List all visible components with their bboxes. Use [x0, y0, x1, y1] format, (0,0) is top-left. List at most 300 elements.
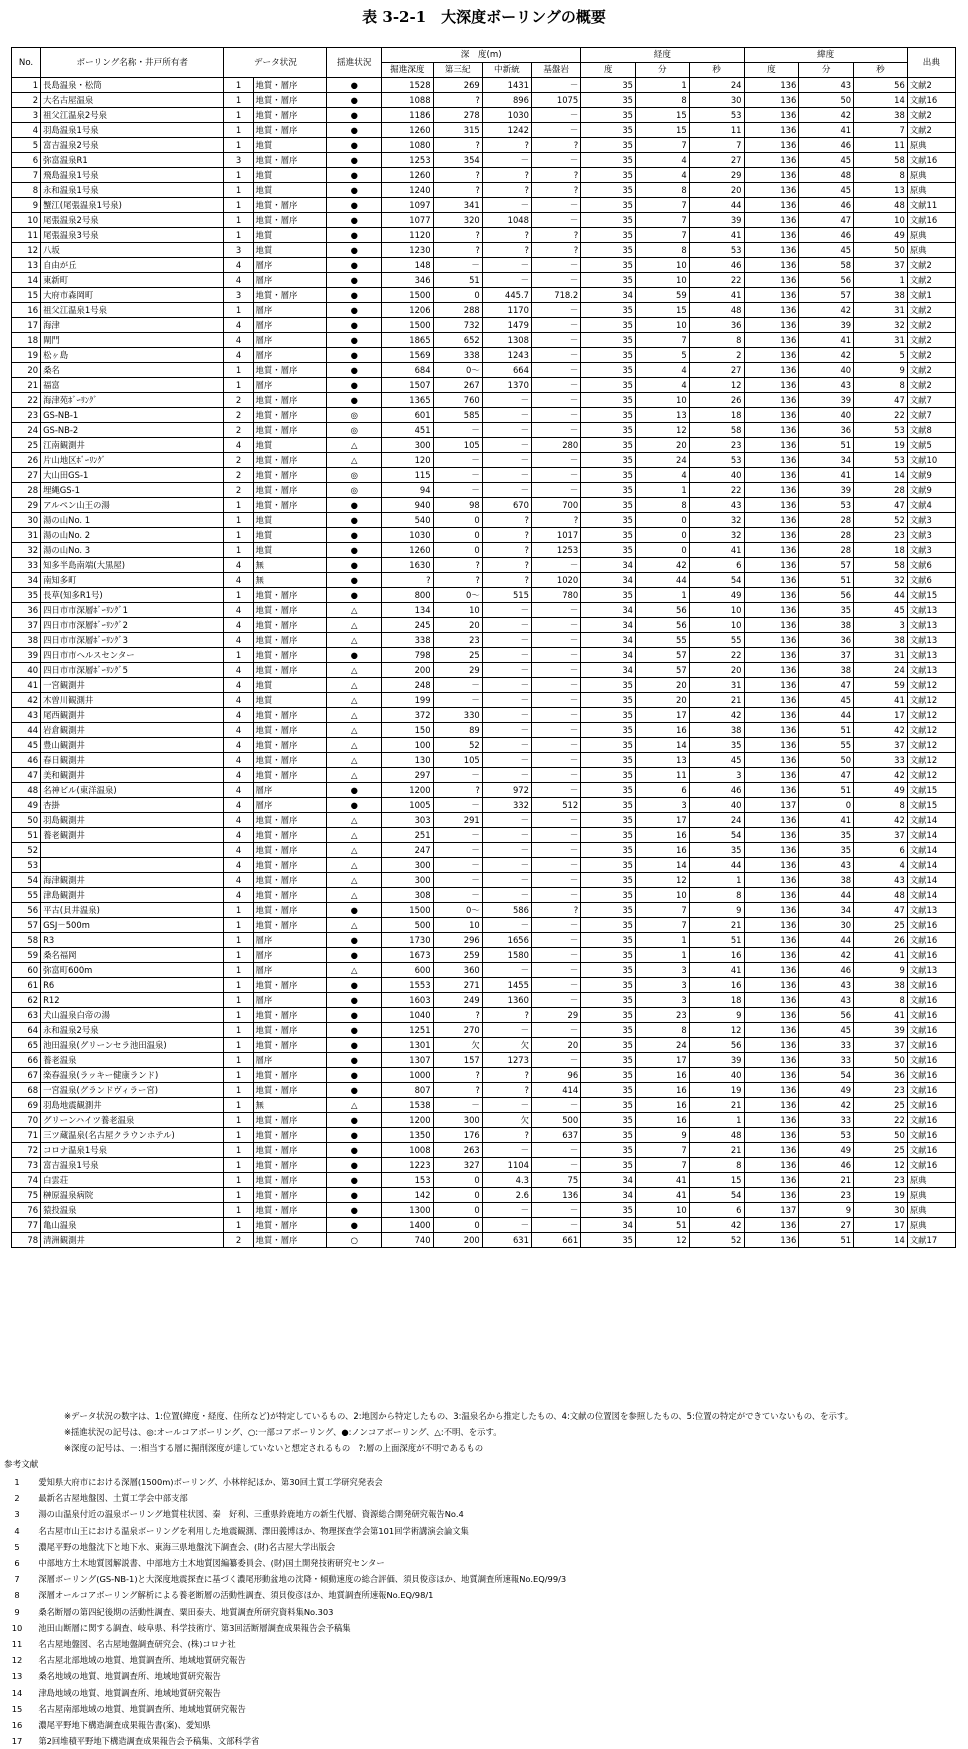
cell-drill-depth: 300 — [382, 858, 433, 873]
cell-core-status: △ — [327, 828, 382, 843]
cell-core-status: △ — [327, 738, 382, 753]
cell-source: 文献1 — [907, 288, 955, 303]
cell-core-status: ● — [327, 1128, 382, 1143]
cell-lat-deg: 136 — [744, 1023, 799, 1038]
cell-basement: － — [531, 738, 580, 753]
table-row — [12, 168, 956, 183]
table-row — [12, 393, 956, 408]
reference-item — [4, 1474, 964, 1490]
cell-lat-min: 54 — [799, 1068, 854, 1083]
cell-tertiary: 98 — [433, 498, 482, 513]
cell-miocene: 欠 — [482, 1038, 531, 1053]
cell-lon-sec: 29 — [689, 168, 744, 183]
cell-tertiary: ? — [433, 228, 482, 243]
cell-source: 文献16 — [907, 1023, 955, 1038]
cell-drill-depth: 100 — [382, 738, 433, 753]
cell-basement: － — [531, 948, 580, 963]
table-row — [12, 1008, 956, 1023]
cell-drill-depth: 1307 — [382, 1053, 433, 1068]
cell-basement: － — [531, 123, 580, 138]
cell-name: 亀山温泉 — [41, 1218, 224, 1233]
cell-data-type: 層序 — [253, 798, 327, 813]
cell-drill-depth: 798 — [382, 648, 433, 663]
cell-lon-sec: 53 — [689, 453, 744, 468]
cell-lat-sec: 36 — [854, 1068, 908, 1083]
cell-basement: － — [531, 1158, 580, 1173]
cell-core-status: △ — [327, 873, 382, 888]
cell-miocene: ? — [482, 243, 531, 258]
cell-miocene: － — [482, 738, 531, 753]
cell-basement: 512 — [531, 798, 580, 813]
cell-tertiary: － — [433, 828, 482, 843]
cell-no: 78 — [12, 1233, 41, 1248]
cell-lat-min: 28 — [799, 543, 854, 558]
cell-lon-sec: 16 — [689, 978, 744, 993]
cell-no: 12 — [12, 243, 41, 258]
cell-lat-sec: 4 — [854, 858, 908, 873]
cell-lon-deg: 35 — [581, 123, 636, 138]
cell-lon-sec: 49 — [689, 588, 744, 603]
cell-core-status: ● — [327, 543, 382, 558]
cell-drill-depth: 153 — [382, 1173, 433, 1188]
cell-basement: ? — [531, 243, 580, 258]
reference-item — [4, 1587, 964, 1603]
cell-lon-min: 42 — [636, 558, 690, 573]
cell-name: 富吉温泉1号泉 — [41, 1158, 224, 1173]
cell-basement: － — [531, 1098, 580, 1113]
cell-lat-sec: 24 — [854, 663, 908, 678]
cell-name: 四日市市深層ﾎﾞｰﾘﾝｸﾞ3 — [41, 633, 224, 648]
cell-no: 26 — [12, 453, 41, 468]
reference-text: 第2回堆積平野地下構造調査成果報告会予稿集、文部科学省 — [38, 1736, 260, 1747]
cell-name: 大名古屋温泉 — [41, 93, 224, 108]
cell-tertiary: 29 — [433, 663, 482, 678]
cell-lon-deg: 35 — [581, 108, 636, 123]
cell-lat-deg: 136 — [744, 588, 799, 603]
cell-lon-min: 7 — [636, 1143, 690, 1158]
cell-drill-depth: 1300 — [382, 1203, 433, 1218]
reference-item — [4, 1668, 964, 1684]
cell-core-status: ● — [327, 243, 382, 258]
reference-text: 愛知県大府市における深層(1500m)ボーリング、小林梓紀ほか、第30回土質工学研究発表会 — [38, 1477, 383, 1487]
cell-name: 杏掛 — [41, 798, 224, 813]
cell-data-status: 1 — [224, 1038, 253, 1053]
cell-name: 平古(貝井温泉) — [41, 903, 224, 918]
cell-data-status: 1 — [224, 303, 253, 318]
cell-lon-deg: 35 — [581, 1023, 636, 1038]
reference-item — [4, 1571, 964, 1587]
cell-name: 四日市市深層ﾎﾞｰﾘﾝｸﾞ1 — [41, 603, 224, 618]
cell-source: 文献7 — [907, 393, 955, 408]
table-row — [12, 408, 956, 423]
cell-name: 美和観測井 — [41, 768, 224, 783]
cell-lon-sec: 15 — [689, 1173, 744, 1188]
table-row — [12, 753, 956, 768]
cell-no: 45 — [12, 738, 41, 753]
cell-lon-min: 9 — [636, 1128, 690, 1143]
cell-lon-deg: 35 — [581, 423, 636, 438]
cell-lon-deg: 35 — [581, 138, 636, 153]
cell-lon-deg: 35 — [581, 393, 636, 408]
cell-data-type: 地質・層序 — [253, 498, 327, 513]
cell-name: 知多半島南端(大黒屋) — [41, 558, 224, 573]
cell-basement: ? — [531, 168, 580, 183]
cell-miocene: 4.3 — [482, 1173, 531, 1188]
cell-core-status: △ — [327, 618, 382, 633]
cell-lon-sec: 55 — [689, 633, 744, 648]
table-row — [12, 1128, 956, 1143]
cell-basement: － — [531, 423, 580, 438]
cell-tertiary: 0 — [433, 1203, 482, 1218]
cell-data-status: 2 — [224, 453, 253, 468]
cell-miocene: － — [482, 258, 531, 273]
cell-basement: － — [531, 723, 580, 738]
cell-lon-min: 7 — [636, 213, 690, 228]
cell-data-type: 地質 — [253, 528, 327, 543]
cell-lat-min: 41 — [799, 333, 854, 348]
cell-tertiary: ? — [433, 573, 482, 588]
cell-basement: － — [531, 753, 580, 768]
cell-name: 東新町 — [41, 273, 224, 288]
reference-number: 10 — [11, 1622, 23, 1633]
cell-lat-sec: 43 — [854, 873, 908, 888]
cell-source: 文献13 — [907, 903, 955, 918]
cell-core-status: ● — [327, 393, 382, 408]
cell-lon-min: 16 — [636, 1098, 690, 1113]
cell-drill-depth: 300 — [382, 438, 433, 453]
cell-lat-deg: 136 — [744, 723, 799, 738]
header-tertiary: 第三紀 — [433, 63, 482, 78]
table-row — [12, 1098, 956, 1113]
cell-source: 文献2 — [907, 363, 955, 378]
cell-tertiary: 760 — [433, 393, 482, 408]
table-row — [12, 678, 956, 693]
cell-lon-min: 16 — [636, 723, 690, 738]
cell-lat-min: 43 — [799, 378, 854, 393]
cell-core-status: ● — [327, 513, 382, 528]
cell-lat-min: 38 — [799, 663, 854, 678]
cell-lat-min: 42 — [799, 948, 854, 963]
cell-drill-depth: 1528 — [382, 78, 433, 93]
reference-number: 15 — [11, 1703, 23, 1714]
cell-miocene: － — [482, 768, 531, 783]
cell-data-status: 1 — [224, 978, 253, 993]
cell-data-type: 無 — [253, 1098, 327, 1113]
cell-core-status: ● — [327, 273, 382, 288]
cell-lon-sec: 18 — [689, 408, 744, 423]
cell-lat-sec: 41 — [854, 1008, 908, 1023]
cell-data-status: 4 — [224, 663, 253, 678]
cell-basement: － — [531, 933, 580, 948]
cell-lon-deg: 34 — [581, 573, 636, 588]
cell-lon-sec: 39 — [689, 1053, 744, 1068]
cell-data-status: 1 — [224, 198, 253, 213]
cell-lat-sec: 45 — [854, 603, 908, 618]
cell-lon-deg: 35 — [581, 678, 636, 693]
cell-data-type: 地質・層序 — [253, 93, 327, 108]
cell-source: 文献16 — [907, 1128, 955, 1143]
cell-lon-deg: 35 — [581, 963, 636, 978]
cell-lon-sec: 30 — [689, 93, 744, 108]
cell-name: 猿投温泉 — [41, 1203, 224, 1218]
cell-lat-sec: 22 — [854, 408, 908, 423]
cell-lat-min: 34 — [799, 453, 854, 468]
table-row — [12, 873, 956, 888]
table-row — [12, 1233, 956, 1248]
cell-tertiary: 欠 — [433, 1038, 482, 1053]
cell-lat-min: 44 — [799, 933, 854, 948]
references-title: 参考文献 — [4, 1460, 39, 1470]
cell-name: 江南観測井 — [41, 438, 224, 453]
cell-name: 岩倉観測井 — [41, 723, 224, 738]
cell-lon-sec: 35 — [689, 738, 744, 753]
cell-drill-depth: 1088 — [382, 93, 433, 108]
cell-data-status: 4 — [224, 723, 253, 738]
table-row — [12, 378, 956, 393]
cell-no: 43 — [12, 708, 41, 723]
cell-basement: － — [531, 363, 580, 378]
cell-data-type: 地質・層序 — [253, 483, 327, 498]
cell-no: 77 — [12, 1218, 41, 1233]
cell-no: 14 — [12, 273, 41, 288]
cell-tertiary: 341 — [433, 198, 482, 213]
cell-lon-deg: 35 — [581, 408, 636, 423]
cell-basement: － — [531, 333, 580, 348]
table-row — [12, 843, 956, 858]
reference-item — [4, 1636, 964, 1652]
cell-lat-sec: 47 — [854, 498, 908, 513]
cell-tertiary: 320 — [433, 213, 482, 228]
cell-miocene: － — [482, 423, 531, 438]
cell-lon-deg: 35 — [581, 528, 636, 543]
cell-no: 65 — [12, 1038, 41, 1053]
table-row — [12, 243, 956, 258]
table-row — [12, 1053, 956, 1068]
table-row — [12, 198, 956, 213]
cell-miocene: － — [482, 918, 531, 933]
cell-basement: 1020 — [531, 573, 580, 588]
cell-core-status: ● — [327, 1203, 382, 1218]
cell-data-status: 1 — [224, 1068, 253, 1083]
cell-data-type: 地質・層序 — [253, 603, 327, 618]
cell-miocene: － — [482, 483, 531, 498]
cell-source: 文献9 — [907, 483, 955, 498]
table-row — [12, 933, 956, 948]
cell-tertiary: 0 — [433, 1218, 482, 1233]
cell-lon-sec: 8 — [689, 333, 744, 348]
cell-drill-depth: 1260 — [382, 123, 433, 138]
cell-lon-sec: 44 — [689, 858, 744, 873]
cell-lat-sec: 53 — [854, 453, 908, 468]
cell-no: 30 — [12, 513, 41, 528]
cell-lon-sec: 51 — [689, 933, 744, 948]
cell-miocene: ? — [482, 573, 531, 588]
header-longitude: 経度 — [581, 48, 744, 63]
cell-source: 原典 — [907, 1188, 955, 1203]
cell-tertiary: － — [433, 1098, 482, 1113]
cell-miocene: 631 — [482, 1233, 531, 1248]
cell-data-type: 層序 — [253, 993, 327, 1008]
cell-lat-sec: 31 — [854, 648, 908, 663]
cell-lon-sec: 48 — [689, 303, 744, 318]
cell-miocene: － — [482, 663, 531, 678]
cell-data-type: 地質・層序 — [253, 423, 327, 438]
cell-lat-sec: 8 — [854, 798, 908, 813]
cell-lat-sec: 19 — [854, 1188, 908, 1203]
cell-lat-deg: 136 — [744, 768, 799, 783]
cell-lat-deg: 136 — [744, 303, 799, 318]
cell-lat-sec: 50 — [854, 1053, 908, 1068]
table-row — [12, 723, 956, 738]
cell-data-type: 層序 — [253, 273, 327, 288]
cell-miocene: － — [482, 453, 531, 468]
cell-miocene: 1048 — [482, 213, 531, 228]
cell-source: 文献6 — [907, 558, 955, 573]
cell-lat-min: 34 — [799, 903, 854, 918]
table-row — [12, 738, 956, 753]
cell-data-type: 地質・層序 — [253, 1233, 327, 1248]
cell-data-type: 地質 — [253, 138, 327, 153]
cell-basement: ? — [531, 138, 580, 153]
cell-lat-deg: 136 — [744, 393, 799, 408]
cell-lon-deg: 35 — [581, 1233, 636, 1248]
cell-lon-min: 7 — [636, 903, 690, 918]
cell-no: 38 — [12, 633, 41, 648]
cell-no: 72 — [12, 1143, 41, 1158]
cell-lat-deg: 136 — [744, 918, 799, 933]
cell-lat-deg: 136 — [744, 603, 799, 618]
cell-lat-min: 35 — [799, 843, 854, 858]
cell-drill-depth: 134 — [382, 603, 433, 618]
cell-miocene: ? — [482, 1068, 531, 1083]
cell-basement: 280 — [531, 438, 580, 453]
cell-data-status: 1 — [224, 123, 253, 138]
cell-lat-min: 23 — [799, 1188, 854, 1203]
cell-drill-depth: 94 — [382, 483, 433, 498]
cell-lon-min: 1 — [636, 78, 690, 93]
cell-name: 尾張温泉2号泉 — [41, 213, 224, 228]
cell-core-status: ● — [327, 573, 382, 588]
cell-data-status: 4 — [224, 768, 253, 783]
cell-tertiary: － — [433, 423, 482, 438]
cell-lat-deg: 136 — [744, 693, 799, 708]
cell-lon-sec: 12 — [689, 1023, 744, 1038]
cell-lon-min: 0 — [636, 528, 690, 543]
reference-number: 14 — [11, 1687, 23, 1698]
cell-data-type: 層序 — [253, 303, 327, 318]
table-row — [12, 1113, 956, 1128]
cell-name: グリーンハイツ養老温泉 — [41, 1113, 224, 1128]
reference-text: 名古屋北部地域の地質、地質調査所、地域地質研究報告 — [38, 1655, 246, 1666]
cell-lon-min: 15 — [636, 123, 690, 138]
cell-lon-min: 56 — [636, 618, 690, 633]
cell-lat-sec: 8 — [854, 168, 908, 183]
cell-data-type: 層序 — [253, 348, 327, 363]
cell-drill-depth: 1251 — [382, 1023, 433, 1038]
note-core-status: ※揺進状況の記号は、◎:オールコアボーリング、○:一部コアボーリング、●:ノンコアボーリング、△:不明、を示す。 — [64, 1427, 502, 1437]
cell-lat-sec: 14 — [854, 1233, 908, 1248]
reference-text: 名古屋南部地域の地質、地質調査所、地域地質研究報告 — [38, 1703, 246, 1714]
cell-basement: － — [531, 618, 580, 633]
cell-lon-sec: 53 — [689, 108, 744, 123]
cell-no: 1 — [12, 78, 41, 93]
cell-lon-min: 57 — [636, 663, 690, 678]
cell-basement: － — [531, 318, 580, 333]
cell-data-type: 地質・層序 — [253, 453, 327, 468]
cell-source: 文献3 — [907, 528, 955, 543]
cell-lon-sec: 48 — [689, 1128, 744, 1143]
cell-lat-deg: 136 — [744, 93, 799, 108]
cell-lon-sec: 40 — [689, 1068, 744, 1083]
cell-lon-sec: 54 — [689, 1188, 744, 1203]
cell-basement: 780 — [531, 588, 580, 603]
reference-number: 7 — [14, 1574, 20, 1585]
cell-name: 池田温泉(グリーンセラ池田温泉) — [41, 1038, 224, 1053]
cell-lat-deg: 136 — [744, 198, 799, 213]
cell-lon-sec: 52 — [689, 1233, 744, 1248]
cell-lon-min: 12 — [636, 1233, 690, 1248]
cell-data-status: 4 — [224, 708, 253, 723]
cell-data-type: 地質・層序 — [253, 813, 327, 828]
cell-drill-depth: 684 — [382, 363, 433, 378]
cell-lon-min: 4 — [636, 153, 690, 168]
cell-miocene: 896 — [482, 93, 531, 108]
table-row — [12, 333, 956, 348]
cell-no: 5 — [12, 138, 41, 153]
cell-miocene: － — [482, 813, 531, 828]
cell-lat-min: 43 — [799, 978, 854, 993]
cell-drill-depth: 346 — [382, 273, 433, 288]
cell-lat-deg: 136 — [744, 1158, 799, 1173]
cell-name: 木曽川観測井 — [41, 693, 224, 708]
table-row — [12, 708, 956, 723]
cell-basement: － — [531, 1053, 580, 1068]
cell-name: 尾西観測井 — [41, 708, 224, 723]
cell-data-type: 地質・層序 — [253, 828, 327, 843]
cell-source: 文献16 — [907, 1158, 955, 1173]
cell-lon-min: 4 — [636, 168, 690, 183]
cell-drill-depth: 248 — [382, 678, 433, 693]
cell-miocene: 1431 — [482, 78, 531, 93]
cell-source: 文献16 — [907, 153, 955, 168]
reference-number: 1 — [14, 1477, 20, 1487]
cell-lat-sec: 59 — [854, 678, 908, 693]
cell-core-status: ● — [327, 528, 382, 543]
cell-lat-sec: 32 — [854, 573, 908, 588]
cell-core-status: ● — [327, 783, 382, 798]
cell-source: 文献3 — [907, 513, 955, 528]
cell-no: 58 — [12, 933, 41, 948]
cell-lon-sec: 23 — [689, 438, 744, 453]
cell-lat-min: 42 — [799, 303, 854, 318]
cell-lon-min: 16 — [636, 843, 690, 858]
cell-core-status: ● — [327, 648, 382, 663]
cell-lat-deg: 136 — [744, 963, 799, 978]
cell-lon-sec: 11 — [689, 123, 744, 138]
table-row — [12, 858, 956, 873]
cell-lat-deg: 137 — [744, 1203, 799, 1218]
cell-data-status: 1 — [224, 648, 253, 663]
cell-data-status: 4 — [224, 573, 253, 588]
cell-tertiary: 263 — [433, 1143, 482, 1158]
cell-lat-deg: 136 — [744, 243, 799, 258]
cell-name: 飛島温泉1号泉 — [41, 168, 224, 183]
cell-drill-depth: 601 — [382, 408, 433, 423]
table-row — [12, 828, 956, 843]
table-row — [12, 903, 956, 918]
cell-miocene: 972 — [482, 783, 531, 798]
table-row — [12, 948, 956, 963]
